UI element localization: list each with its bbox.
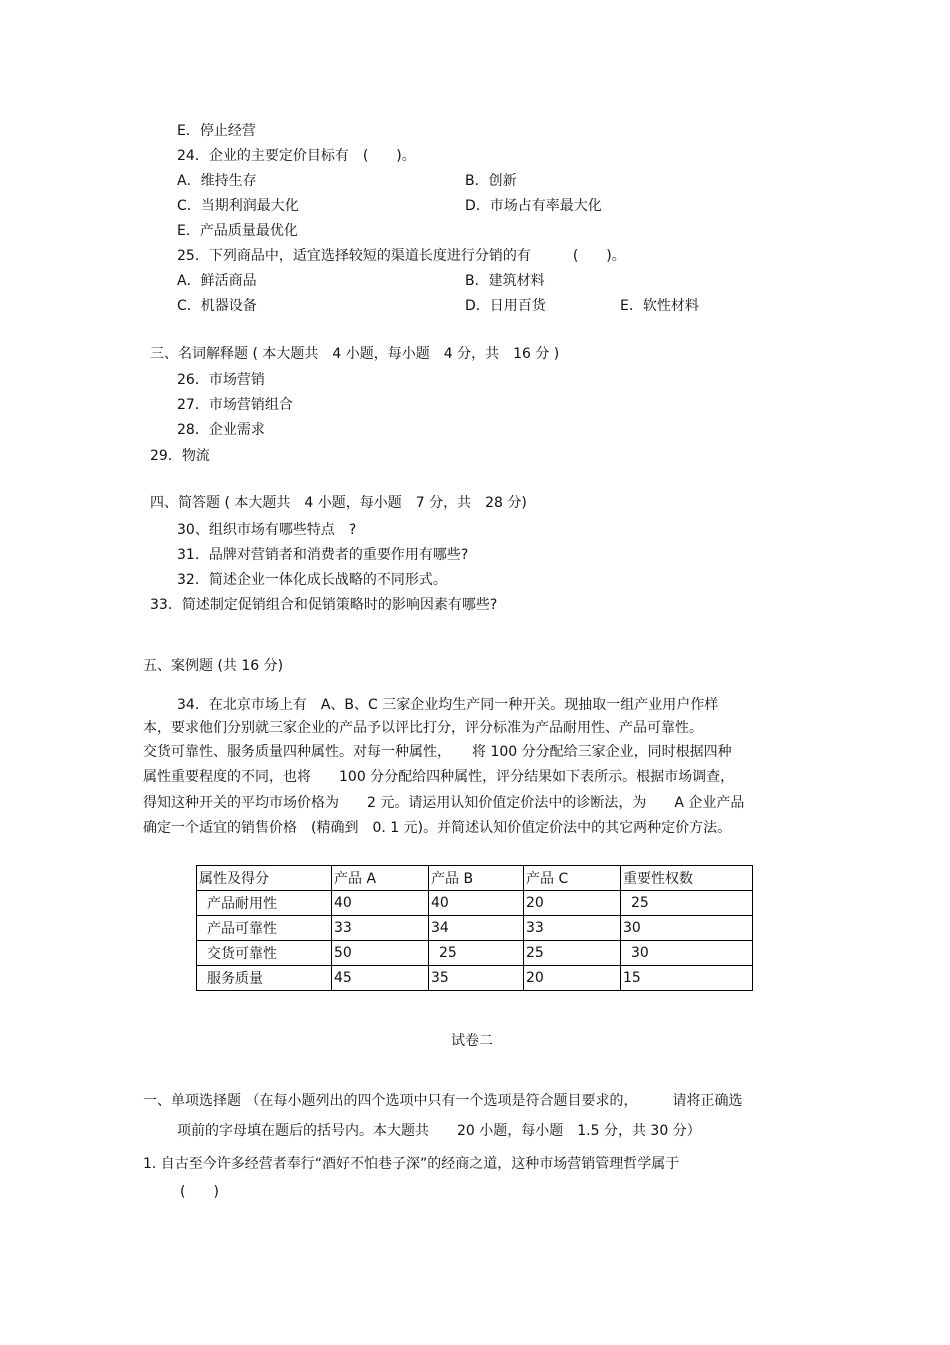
table-cell: 30	[621, 916, 753, 941]
section3-item: 27．市场营销组合	[177, 397, 293, 413]
table-cell: 交货可靠性	[197, 941, 332, 966]
table-cell: 50	[332, 941, 429, 966]
q25-stem: 25．下列商品中，适宜选择较短的渠道长度进行分销的有 ( )。	[177, 248, 626, 264]
section4-item: 30、组织市场有哪些特点 ?	[177, 522, 357, 538]
table-row	[197, 916, 753, 941]
table-cell: 25	[524, 941, 621, 966]
table-cell: 33	[524, 916, 621, 941]
paper2-q1-stem: 1. 自古至今许多经营者奉行“酒好不怕巷子深”的经商之道，这种市场营销管理哲学属于	[143, 1156, 680, 1172]
table-header: 产品 A	[332, 866, 429, 891]
section3-item: 26．市场营销	[177, 372, 265, 388]
table-header: 重要性权数	[621, 866, 753, 891]
table-cell: 20	[524, 891, 621, 916]
table-cell: 30	[621, 941, 753, 966]
section3-item: 29．物流	[150, 448, 210, 464]
table-row	[197, 941, 753, 966]
table-cell: 产品可靠性	[197, 916, 332, 941]
table-cell: 40	[332, 891, 429, 916]
table-cell: 40	[429, 891, 524, 916]
table-cell: 20	[524, 966, 621, 991]
q25-option-d: D．日用百货	[465, 298, 546, 314]
q24-option-e: E．产品质量最优化	[177, 223, 298, 239]
q25-option-c: C．机器设备	[177, 298, 257, 314]
table-cell: 15	[621, 966, 753, 991]
table-cell: 25	[429, 941, 524, 966]
table-cell: 34	[429, 916, 524, 941]
q25-option-e: E．软性材料	[620, 298, 699, 314]
case-text-line: 交货可靠性、服务质量四种属性。对每一种属性， 将 100 分分配给三家企业，同时根据四种	[143, 744, 732, 760]
table-header: 产品 B	[429, 866, 524, 891]
case-text-line: 34．在北京市场上有 A、B、C 三家企业均生产同一种开关。现抽取一组产业用户作样	[177, 697, 719, 713]
q25-option-a: A．鲜活商品	[177, 273, 257, 289]
paper2-section1-title-cont: 项前的字母填在题后的括号内。本大题共 20 小题，每小题 1.5 分，共 30 分）	[177, 1123, 701, 1139]
table-row	[197, 891, 753, 916]
q24-stem: 24．企业的主要定价目标有 ( )。	[177, 148, 416, 164]
case-text-line: 得知这种开关的平均市场价格为 2 元。请运用认知价值定价法中的诊断法，为 A 企业产品	[143, 795, 745, 811]
section3-item: 28．企业需求	[177, 422, 265, 438]
table-cell: 产品耐用性	[197, 891, 332, 916]
table-cell: 45	[332, 966, 429, 991]
paper2-q1-answer-blank: ( )	[180, 1184, 219, 1200]
q25-option-b: B．建筑材料	[465, 273, 545, 289]
paper2-section1-title: 一、单项选择题 （在每小题列出的四个选项中只有一个选项是符合题目要求的， 请将正确选	[143, 1093, 743, 1109]
q24-option-b: B．创新	[465, 173, 517, 189]
section3-title: 三、名词解释题 ( 本大题共 4 小题，每小题 4 分，共 16 分 )	[150, 346, 560, 362]
q24-option-a: A．维持生存	[177, 173, 257, 189]
q23-option-e: E．停止经营	[177, 123, 256, 139]
case-text-line: 属性重要程度的不同，也将 100 分分配给四种属性，评分结果如下表所示。根据市场调查，	[143, 769, 735, 785]
table-cell: 35	[429, 966, 524, 991]
section5-title: 五、案例题 (共 16 分)	[143, 658, 284, 674]
table-header-row	[197, 866, 753, 891]
score-table	[196, 865, 753, 991]
q24-option-c: C．当期利润最大化	[177, 198, 299, 214]
q24-option-d: D．市场占有率最大化	[465, 198, 602, 214]
section4-item: 31．品牌对营销者和消费者的重要作用有哪些?	[177, 547, 469, 563]
section4-item: 32．简述企业一体化成长战略的不同形式。	[177, 572, 447, 588]
paper2-title: 试卷二	[451, 1033, 493, 1049]
section4-item: 33．简述制定促销组合和促销策略时的影响因素有哪些?	[150, 597, 498, 613]
table-cell: 服务质量	[197, 966, 332, 991]
section4-title: 四、简答题 ( 本大题共 4 小题，每小题 7 分，共 28 分)	[150, 495, 527, 511]
table-cell: 25	[621, 891, 753, 916]
table-row	[197, 966, 753, 991]
table-header: 产品 C	[524, 866, 621, 891]
case-text-line: 确定一个适宜的销售价格 (精确到 0. 1 元)。并简述认知价值定价法中的其它两种定价方法。	[143, 820, 732, 836]
table-header: 属性及得分	[197, 866, 332, 891]
table-cell: 33	[332, 916, 429, 941]
case-text-line: 本，要求他们分别就三家企业的产品予以评比打分，评分标准为产品耐用性、产品可靠性。	[143, 720, 703, 736]
